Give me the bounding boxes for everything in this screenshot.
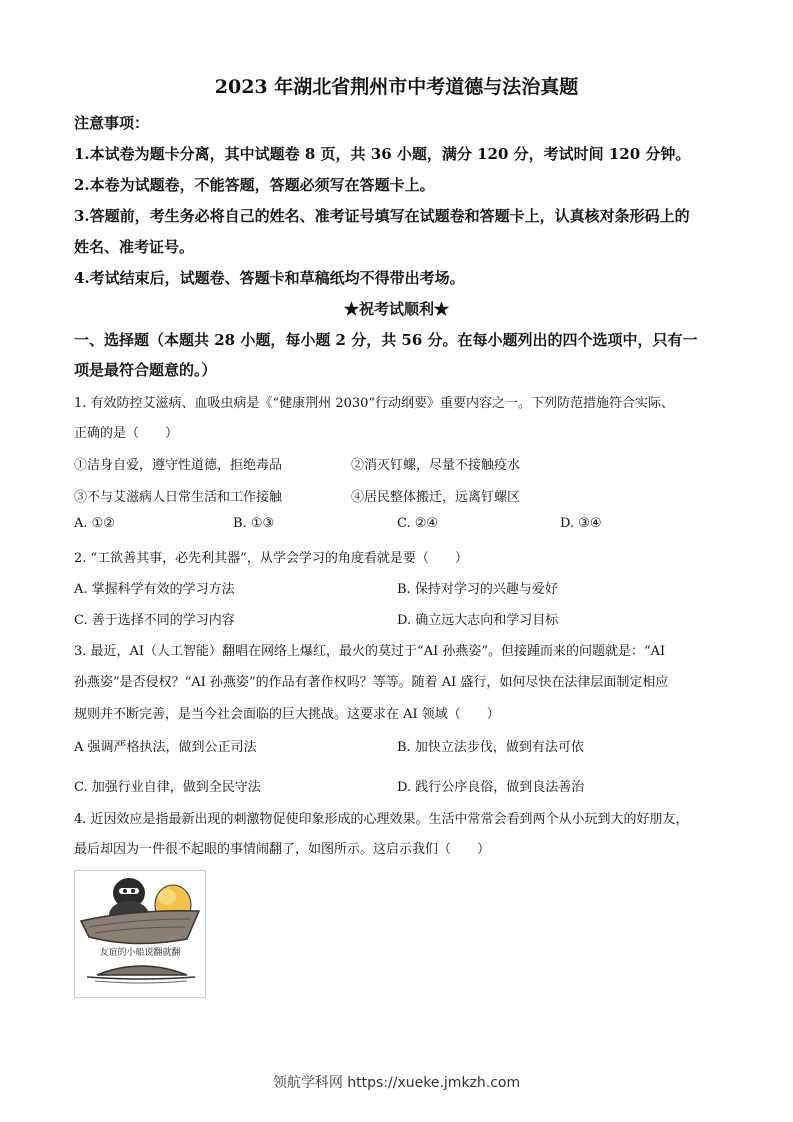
q1-statement-3: ③不与艾滋病人日常生活和工作接触 <box>74 490 283 505</box>
q3-option-b: B. 加快立法步伐，做到有法可依 <box>397 740 584 755</box>
q3-option-d: D. 践行公序良俗，做到良法善治 <box>397 780 585 795</box>
section-heading-cont: 项是最符合题意的。） <box>74 361 217 379</box>
notice-item-3: 3.答题前，考生务必将自己的姓名、准考证号填写在试题卷和答题卡上，认真核对条形码上的 <box>74 207 690 225</box>
footer-watermark: 领航学科网 https://xueke.jmkzh.com <box>272 1075 521 1091</box>
q2-option-c: C. 善于选择不同的学习内容 <box>74 613 235 628</box>
page-title: 2023 年湖北省荆州市中考道德与法治真题 <box>214 76 579 98</box>
q1-option-c: C. ②④ <box>397 516 439 531</box>
q3-stem-cont-2: 规则并不断完善，是当今社会面临的巨大挑战。这要求在 AI 领域（ ） <box>74 707 500 722</box>
q3-option-c: C. 加强行业自律，做到全民守法 <box>74 780 261 795</box>
cartoon-caption: 友谊的小船说翻就翻 <box>99 948 181 958</box>
q1-statement-4: ④居民整体搬迁，远离钉螺区 <box>351 490 521 505</box>
q1-option-b: B. ①③ <box>233 516 275 531</box>
q1-statement-2: ②消灭钉螺，尽量不接触疫水 <box>351 458 521 473</box>
notice-item-1: 1.本试卷为题卡分离，其中试题卷 8 页，共 36 小题，满分 120 分，考试时间 120 分钟。 <box>74 145 691 163</box>
q2-option-a: A. 掌握科学有效的学习方法 <box>74 582 235 597</box>
notice-item-3-cont: 姓名、准考证号。 <box>74 238 195 256</box>
section-heading: 一、选择题（本题共 28 小题，每小题 2 分，共 56 分。在每小题列出的四个选项中，只有一 <box>74 331 698 349</box>
q1-stem-cont: 正确的是（ ） <box>74 426 179 441</box>
q3-stem-cont-1: 孙燕姿”是否侵权？“AI 孙燕姿”的作品有著作权吗？等等。随着 AI 盛行，如何尽快在法律层面制定相应 <box>74 675 669 690</box>
friendship-boat-cartoon <box>74 870 206 998</box>
notice-item-2: 2.本卷为试题卷，不能答题，答题必须写在答题卡上。 <box>74 176 435 194</box>
blessing: ★祝考试顺利★ <box>343 300 449 318</box>
q2-stem: 2. “工欲善其事，必先利其器”，从学会学习的角度看就是要（ ） <box>74 551 468 566</box>
q3-option-a: A 强调严格执法，做到公正司法 <box>74 740 257 755</box>
boat-illustration <box>75 871 205 997</box>
q3-stem: 3. 最近，AI（人工智能）翻唱在网络上爆红，最火的莫过于“AI 孙燕姿”。但接踵而来的问题就是：“AI <box>74 644 666 659</box>
notice-heading: 注意事项： <box>74 114 150 132</box>
q4-stem-cont: 最后却因为一件很不起眼的事情闹翻了，如图所示。这启示我们（ ） <box>74 842 491 857</box>
q4-stem: 4. 近因效应是指最新出现的刺激物促使印象形成的心理效果。生活中常常会看到两个从小玩到大的好朋友， <box>74 812 689 827</box>
q1-option-d: D. ③④ <box>560 516 602 531</box>
notice-item-4: 4.考试结束后，试题卷、答题卡和草稿纸均不得带出考场。 <box>74 269 465 287</box>
q1-statement-1: ①洁身自爱，遵守性道德，拒绝毒品 <box>74 458 283 473</box>
q1-stem: 1. 有效防控艾滋病、血吸虫病是《“健康荆州 2030”行动纲要》重要内容之一。下列防范措施符合实际、 <box>74 396 675 411</box>
q2-option-d: D. 确立远大志向和学习目标 <box>397 613 559 628</box>
q2-option-b: B. 保持对学习的兴趣与爱好 <box>397 582 558 597</box>
q1-option-a: A. ①② <box>74 516 115 531</box>
